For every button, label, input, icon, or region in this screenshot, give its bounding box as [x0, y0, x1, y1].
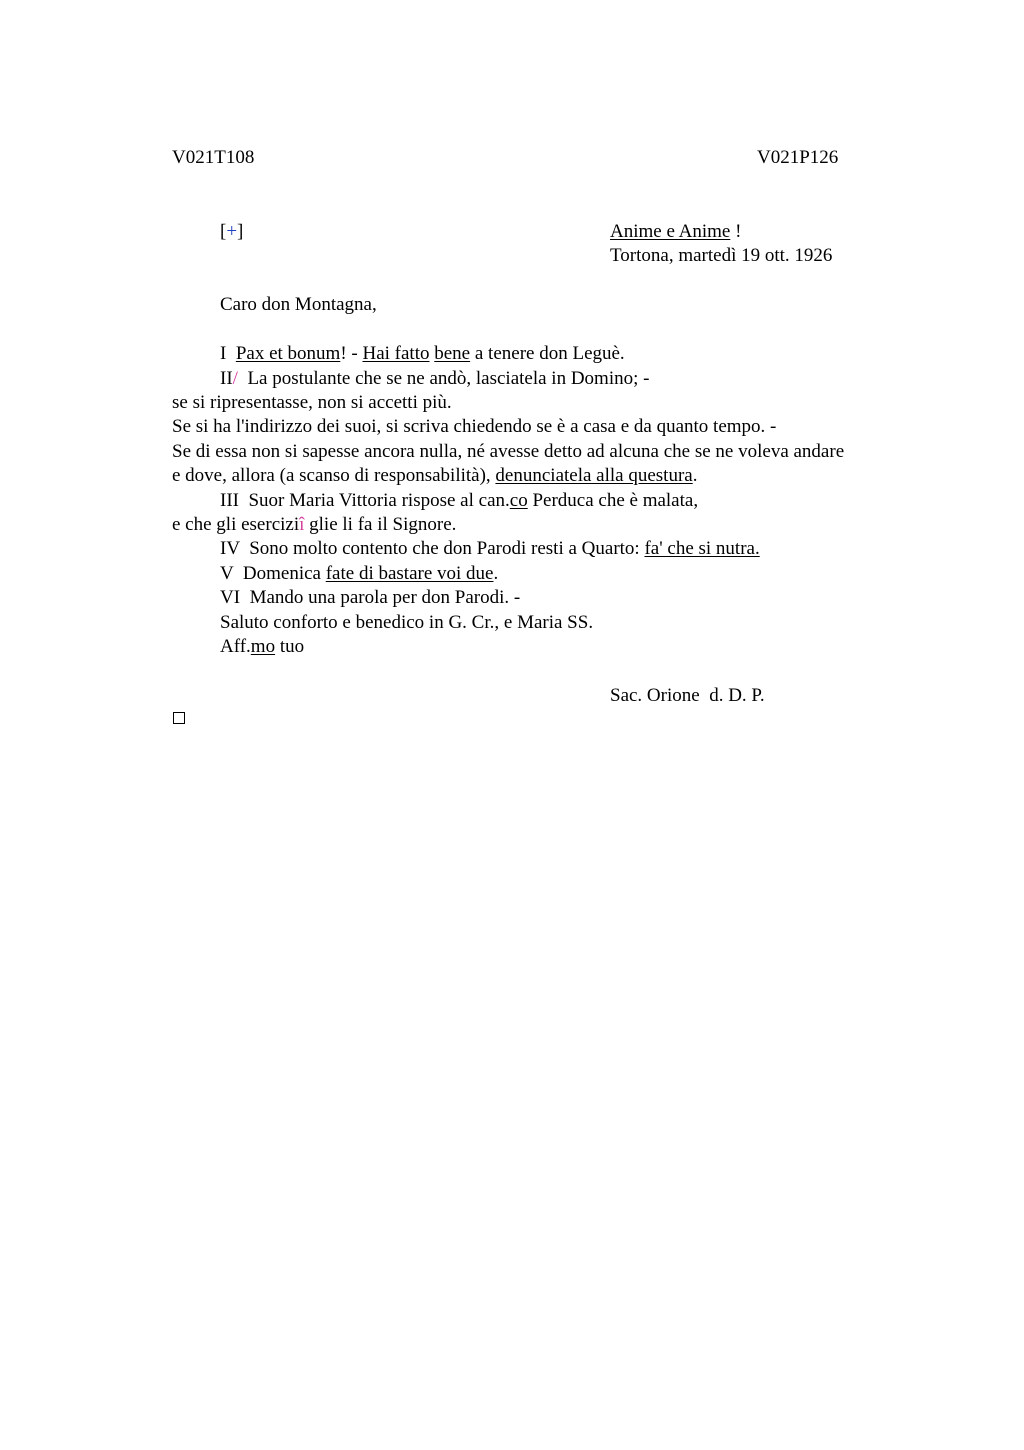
- motto-line: [610, 220, 741, 244]
- cross-open-bracket: [: [220, 221, 227, 242]
- point-3-text: Suor Maria Vittoria rispose al can.: [248, 490, 510, 511]
- point-1-latin: Pax et bonum: [235, 343, 341, 364]
- point-2-line-5-end: .: [692, 465, 698, 486]
- point-1-underlined-a: Hai fatto: [362, 343, 430, 364]
- salutation: Caro don Montagna,: [220, 294, 377, 315]
- header-left-code: V021T108: [172, 147, 255, 168]
- point-number: IV: [220, 538, 240, 559]
- aff-tuo: tuo: [275, 636, 305, 657]
- point-2-line-2: se si ripresentasse, non si accetti più.: [172, 392, 452, 413]
- point-1: [220, 342, 625, 366]
- point-2-line-5-text: e dove, allora (a scanso di responsabilità),: [172, 465, 496, 486]
- point-3-text-end: Perduca che è malata,: [527, 490, 699, 511]
- point-number: VI: [220, 587, 241, 608]
- cross-icon: +: [226, 221, 238, 242]
- point-2-line-4: Se di essa non si sapesse ancora nulla, né avesse detto ad alcuna che se ne voleva andare: [172, 441, 845, 462]
- signature: Sac. Orione d. D. P.: [610, 685, 765, 706]
- point-1-text: ! -: [340, 343, 363, 364]
- point-3-line-2-text: e che gli esercizi: [172, 514, 300, 535]
- point-4-underlined: fa' che si nutra.: [644, 538, 760, 559]
- point-4-text: Sono molto contento che don Parodi resti a Quarto:: [249, 538, 645, 559]
- point-3-correction: î: [299, 514, 305, 535]
- motto: Anime e Anime: [610, 221, 731, 242]
- point-6: [220, 586, 520, 610]
- aff-abbrev: mo: [250, 636, 276, 657]
- point-3-line-2-end: glie li fa il Signore.: [304, 514, 457, 535]
- slash-mark: /: [232, 368, 238, 389]
- point-5: [220, 562, 498, 586]
- point-3-abbrev: co: [509, 490, 528, 511]
- point-1-underlined-b: bene: [434, 343, 471, 364]
- header-right-code: V021P126: [757, 147, 839, 168]
- point-6-text: Mando una parola per don Parodi. -: [249, 587, 521, 608]
- point-5-text: Domenica: [242, 563, 326, 584]
- point-5-text-end: .: [493, 563, 499, 584]
- place-date: Tortona, martedì 19 ott. 1926: [610, 245, 833, 266]
- affectionate-close: [220, 635, 304, 659]
- point-number: V: [220, 563, 234, 584]
- point-2-line-5: [172, 464, 697, 488]
- point-2-line-3: Se si ha l'indirizzo dei suoi, si scriva chiedendo se è a casa e da quanto tempo. -: [172, 416, 777, 437]
- end-square-icon: [173, 712, 185, 724]
- cross-mark: [220, 220, 243, 244]
- point-2: [220, 367, 649, 391]
- point-2-underlined: denunciatela alla questura: [495, 465, 693, 486]
- point-4: [220, 537, 760, 561]
- point-number: I: [220, 343, 227, 364]
- aff-text: Aff.: [220, 636, 251, 657]
- cross-close-bracket: ]: [237, 221, 244, 242]
- point-5-underlined: fate di bastare voi due: [325, 563, 494, 584]
- motto-suffix: !: [730, 221, 742, 242]
- point-1-text-end: a tenere don Leguè.: [470, 343, 625, 364]
- point-3-line-2: [172, 513, 456, 537]
- point-number: III: [220, 490, 239, 511]
- point-number: II: [220, 368, 233, 389]
- point-3: [220, 489, 698, 513]
- blessing: Saluto conforto e benedico in G. Cr., e Maria SS.: [220, 612, 594, 633]
- point-2-text: La postulante che se ne andò, lasciatela in Domino; -: [247, 368, 650, 389]
